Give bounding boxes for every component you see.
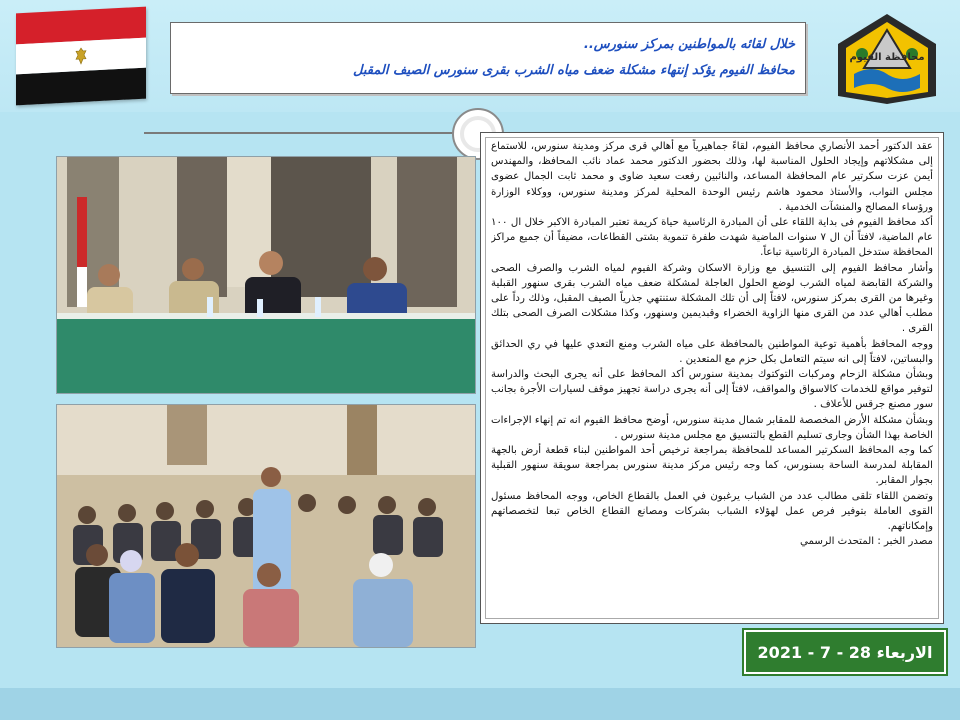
headline-box: [170, 22, 806, 94]
article-body: [491, 139, 933, 617]
article-source: مصدر الخبر : المتحدث الرسمي: [799, 536, 933, 548]
headline-line-2: محافظ الفيوم يؤكد إنتهاء مشكلة ضعف مياه الشرب بقرى سنورس الصيف المقبل: [353, 63, 795, 78]
article-paragraph: أكد محافظ الفيوم فى بداية اللقاء على أن المبادرة الرئاسية حياة كريمة تعتبر المبادرة الاكبر خلال ال ١٠٠ عام الماضية، لافتاً أن ال ٧ سنوات الماضية شهدت طفرة تنموية بشتى القطاعات، مضيفاً أن جميع مراكز المحافظة ستدخل المبادرة الرئاسية تباعاً.: [491, 217, 933, 259]
logo-text: محافظة الفيوم: [849, 52, 925, 63]
headline-line-1: خلال لقائه بالمواطنين بمركز سنورس..: [583, 37, 795, 52]
article-paragraph: ووجه المحافظ بأهمية توعية المواطنين بالمحافظة على مياه الشرب ومنع التعدي عليها في ري الحدائق والبساتين، لافتاً إلى انه سيتم التعامل بكل حزم مع المتعدين .: [491, 338, 933, 365]
article-text-box: [480, 132, 944, 624]
meeting-panel-photo: [56, 156, 476, 394]
audience-photo: [56, 404, 476, 648]
footer-band: [0, 688, 960, 720]
egypt-flag-icon: [16, 7, 146, 106]
article-paragraph: وتضمن اللقاء تلقى مطالب عدد من الشباب يرغبون في العمل بالقطاع الخاص، ووجه المحافظ مسئول القوى العاملة بتوفير فرص عمل لهؤلاء الشباب بشركات ومصانع القطاع الخاص تبعا لتخصصاتهم وإمكاناتهم.: [491, 490, 933, 533]
article-paragraph: عقد الدكتور أحمد الأنصاري محافظ الفيوم، لقاءً جماهيرياً مع أهالي قرى مركز ومدينة سنورس، للاستماع إلى مشكلاتهم وإيجاد الحلول المناسبة لها، وذلك بحضور الدكتور محمد عماد نائب المحافظ، والمهندس أيمن عزت سكرتير عام المحافظة المساعد، والنائبين رفعت سعيد ضاوى و محمد ثابت الجمال عضوى مجلس النواب، والأستاذ محمود هاشم رئيس الوحدة المحلية لمركز ومدينة سنورس، ووكلاء الوزارة ورؤساء المصالح والمنشآت الخدمية .: [491, 141, 933, 213]
article-paragraph: وأشار محافظ الفيوم إلى التنسيق مع وزارة الاسكان وشركة الفيوم لمياه الشرب والصرف الصحى والشركة القابضة لمياه الشرب لوضع الحلول العاجلة لمشكلة ضعف مياه الشرب بقرى سنهور القبلية وغيرها من القرى بمركز سنورس، لافتاً إلى أن تلك المشكلة ستنتهي جذرياً الصيف المقبل، وذلك رداً على مطلب أهالي عدد من القرى منها الزاوية الخضراء وقبديمين وسنهور، وكذا مشكلات الصرف الصحى بتلك القرى .: [491, 262, 933, 335]
article-paragraph: وبشأن مشكلة الأرض المخصصة للمقابر شمال مدينة سنورس، أوضح محافظ الفيوم انه تم إنهاء الإجراءات الخاصة بهذا الشأن وجارى تسليم القطع بالتنسيق مع مجلس مدينة سنورس .: [491, 414, 933, 441]
date-badge: الاربعاء 28 - 7 - 2021: [744, 630, 946, 674]
fayoum-logo-icon: [832, 10, 942, 106]
article-paragraph: كما وجه المحافظ السكرتير المساعد للمحافظة بمراجعة ترخيص أحد المواطنين لبناء قطعة أرض بالجهة المقابلة لمدرسة الساحة بسنورس، كما وجه رئيس مركز مدينة سنورس بمراجعة سويقة سنهور القبلية بجوار المقابر.: [491, 445, 933, 487]
eagle-icon: [74, 47, 88, 66]
divider-line: [144, 132, 464, 134]
article-paragraph: وبشأن مشكلة الزحام ومركبات التوكتوك بمدينة سنورس أكد المحافظ على أنه يجرى البحث والدراسة لتوفير مواقع للخدمات كالاسواق والمواقف، لافتاً إلى أنه يجرى دراسة تجهيز موقف لسيارات الأجرة بجانب سور مصنع جرقس للأعلاف .: [491, 369, 933, 411]
